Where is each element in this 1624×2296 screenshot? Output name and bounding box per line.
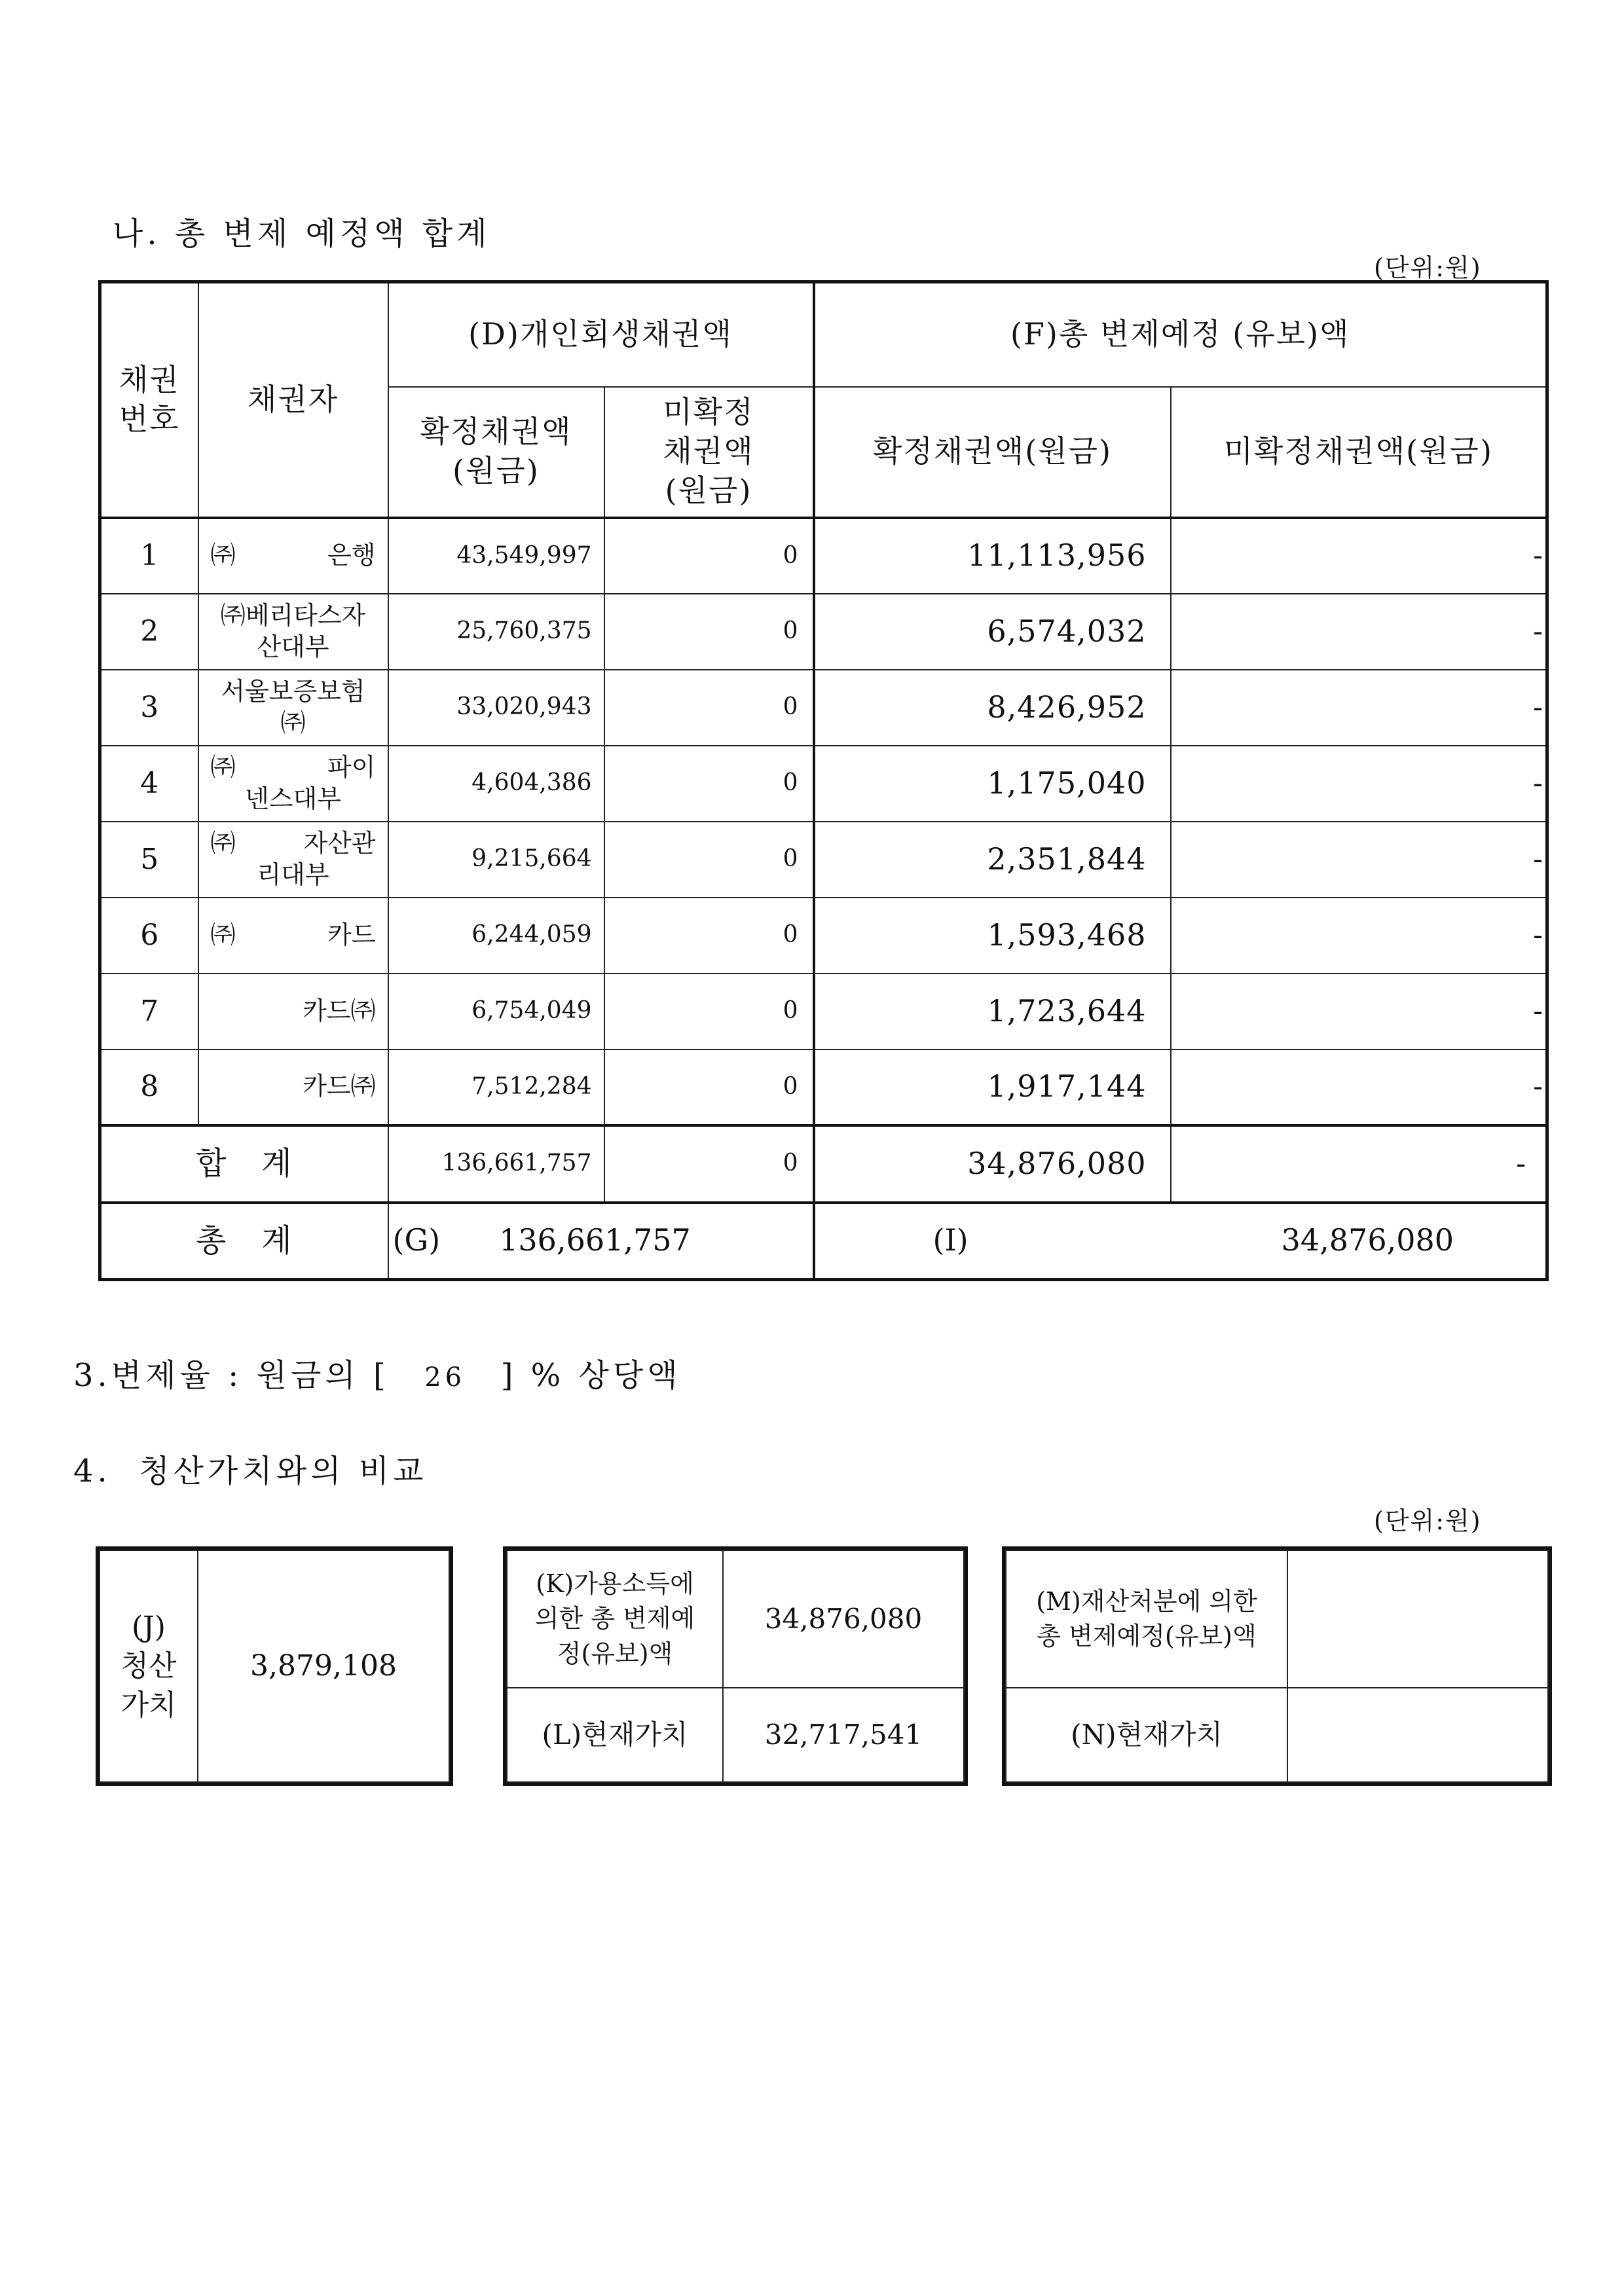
repayment-summary-table bbox=[98, 280, 1549, 1281]
f-unconfirmed-amount: - bbox=[1171, 594, 1547, 670]
d-unconfirmed-amount: 0 bbox=[604, 1049, 814, 1125]
table-row bbox=[100, 746, 1547, 822]
grand-total-i bbox=[814, 1203, 1547, 1280]
row-no: 4 bbox=[100, 746, 198, 822]
creditor-part: 리대부 bbox=[257, 860, 329, 889]
f-unconfirmed-amount: - bbox=[1171, 1049, 1547, 1125]
k-value: 34,876,080 bbox=[723, 1550, 964, 1688]
d-confirmed-amount: 6,754,049 bbox=[388, 974, 604, 1049]
liquidation-comparison-title: 4. 청산가치와의 비교 bbox=[73, 1453, 428, 1489]
subtotal-d-confirmed: 136,661,757 bbox=[388, 1125, 604, 1203]
l-label: (L)현재가치 bbox=[507, 1688, 723, 1782]
subtotal-label: 합 계 bbox=[100, 1125, 388, 1203]
row-no: 3 bbox=[100, 670, 198, 746]
d-unconfirmed-amount: 0 bbox=[604, 974, 814, 1049]
d-confirmed-amount: 33,020,943 bbox=[388, 670, 604, 746]
header-no: 채권 번호 bbox=[100, 282, 198, 518]
subtotal-d-unconfirmed: 0 bbox=[604, 1125, 814, 1203]
rate-suffix: ] % 상당액 bbox=[500, 1357, 682, 1394]
d-confirmed-amount: 4,604,386 bbox=[388, 746, 604, 822]
creditor-name bbox=[198, 518, 388, 594]
n-value bbox=[1287, 1688, 1548, 1782]
header-f-confirmed: 확정채권액(원금) bbox=[814, 387, 1171, 518]
available-income-box bbox=[503, 1546, 968, 1786]
row-no: 6 bbox=[100, 898, 198, 974]
creditor-name bbox=[198, 974, 388, 1049]
subtotal-f-unconfirmed: - bbox=[1171, 1125, 1547, 1203]
creditor-part: 카드㈜ bbox=[303, 996, 376, 1025]
creditor-name bbox=[198, 670, 388, 746]
table-row bbox=[100, 1049, 1547, 1125]
d-confirmed-amount: 6,244,059 bbox=[388, 898, 604, 974]
creditor-part: ㈜ bbox=[210, 753, 236, 782]
row-no: 1 bbox=[100, 518, 198, 594]
grand-total-row bbox=[100, 1203, 1547, 1280]
table-row bbox=[100, 670, 1547, 746]
f-confirmed-amount: 1,917,144 bbox=[814, 1049, 1171, 1125]
d-confirmed-amount: 9,215,664 bbox=[388, 822, 604, 898]
i-value: 34,876,080 bbox=[1281, 1222, 1454, 1258]
header-d-unconfirmed: 미확정 채권액 (원금) bbox=[604, 387, 814, 518]
d-unconfirmed-amount: 0 bbox=[604, 746, 814, 822]
d-confirmed-amount: 7,512,284 bbox=[388, 1049, 604, 1125]
header-creditor: 채권자 bbox=[198, 282, 388, 518]
l-value: 32,717,541 bbox=[723, 1688, 964, 1782]
f-unconfirmed-amount: - bbox=[1171, 822, 1547, 898]
subtotal-f-confirmed: 34,876,080 bbox=[814, 1125, 1171, 1203]
f-confirmed-amount: 1,593,468 bbox=[814, 898, 1171, 974]
table-row bbox=[100, 518, 1547, 594]
header-d-group: (D)개인회생채권액 bbox=[388, 282, 814, 387]
f-confirmed-amount: 6,574,032 bbox=[814, 594, 1171, 670]
g-label: (G) bbox=[392, 1222, 441, 1258]
d-unconfirmed-amount: 0 bbox=[604, 898, 814, 974]
f-confirmed-amount: 1,723,644 bbox=[814, 974, 1171, 1049]
rate-value: 26 bbox=[424, 1362, 466, 1393]
grand-total-label: 총 계 bbox=[100, 1203, 388, 1280]
row-no: 8 bbox=[100, 1049, 198, 1125]
f-confirmed-amount: 11,113,956 bbox=[814, 518, 1171, 594]
d-unconfirmed-amount: 0 bbox=[604, 670, 814, 746]
header-f-unconfirmed: 미확정채권액(원금) bbox=[1171, 387, 1547, 518]
creditor-part: ㈜ bbox=[210, 541, 236, 570]
j-label: (J) 청산 가치 bbox=[100, 1550, 198, 1782]
n-label: (N)현재가치 bbox=[1006, 1688, 1287, 1782]
rate-prefix: 3.변제율 : 원금의 [ bbox=[73, 1357, 390, 1394]
creditor-name bbox=[198, 746, 388, 822]
d-unconfirmed-amount: 0 bbox=[604, 594, 814, 670]
table-row bbox=[100, 974, 1547, 1049]
grand-total-g bbox=[388, 1203, 814, 1280]
creditor-part: 카드 bbox=[327, 920, 376, 949]
f-unconfirmed-amount: - bbox=[1171, 898, 1547, 974]
table-row bbox=[100, 822, 1547, 898]
row-no: 2 bbox=[100, 594, 198, 670]
f-confirmed-amount: 1,175,040 bbox=[814, 746, 1171, 822]
f-unconfirmed-amount: - bbox=[1171, 518, 1547, 594]
g-value: 136,661,757 bbox=[499, 1222, 691, 1258]
creditor-part: 파이 bbox=[327, 753, 376, 782]
d-unconfirmed-amount: 0 bbox=[604, 518, 814, 594]
m-value bbox=[1287, 1550, 1548, 1688]
f-confirmed-amount: 8,426,952 bbox=[814, 670, 1171, 746]
creditor-part: ㈜ bbox=[210, 920, 236, 949]
header-f-group: (F)총 변제예정 (유보)액 bbox=[814, 282, 1547, 387]
creditor-part: 서울보증보험 bbox=[221, 677, 365, 706]
creditor-part: 카드㈜ bbox=[303, 1072, 376, 1101]
header-d-confirmed: 확정채권액 (원금) bbox=[388, 387, 604, 518]
creditor-part: 산대부 bbox=[257, 632, 329, 661]
f-unconfirmed-amount: - bbox=[1171, 670, 1547, 746]
subtotal-row bbox=[100, 1125, 1547, 1203]
d-confirmed-amount: 43,549,997 bbox=[388, 518, 604, 594]
m-label: (M)재산처분에 의한 총 변제예정(유보)액 bbox=[1006, 1550, 1287, 1688]
creditor-part: ㈜ bbox=[210, 829, 236, 858]
creditor-name bbox=[198, 594, 388, 670]
table-row bbox=[100, 594, 1547, 670]
asset-disposal-box bbox=[1002, 1546, 1552, 1786]
creditor-part: 은행 bbox=[327, 541, 376, 570]
unit-label: (단위:원) bbox=[1374, 253, 1482, 282]
f-confirmed-amount: 2,351,844 bbox=[814, 822, 1171, 898]
section-title: 나. 총 변제 예정액 합계 bbox=[113, 215, 491, 252]
d-confirmed-amount: 25,760,375 bbox=[388, 594, 604, 670]
j-value: 3,879,108 bbox=[198, 1550, 449, 1782]
row-no: 7 bbox=[100, 974, 198, 1049]
row-no: 5 bbox=[100, 822, 198, 898]
repayment-rate-line bbox=[73, 1350, 682, 1395]
unit-label-2: (단위:원) bbox=[1374, 1506, 1482, 1535]
d-unconfirmed-amount: 0 bbox=[604, 822, 814, 898]
liquidation-value-box bbox=[96, 1546, 453, 1786]
creditor-part: ㈜ bbox=[280, 708, 306, 737]
creditor-name bbox=[198, 898, 388, 974]
k-label: (K)가용소득에 의한 총 변제예 정(유보)액 bbox=[507, 1550, 723, 1688]
table-row bbox=[100, 898, 1547, 974]
f-unconfirmed-amount: - bbox=[1171, 746, 1547, 822]
creditor-name bbox=[198, 822, 388, 898]
creditor-part: 넨스대부 bbox=[245, 784, 341, 813]
f-unconfirmed-amount: - bbox=[1171, 974, 1547, 1049]
creditor-name bbox=[198, 1049, 388, 1125]
creditor-part: ㈜베리타스자 bbox=[220, 601, 366, 630]
creditor-part: 자산관 bbox=[303, 829, 376, 858]
i-label: (I) bbox=[932, 1222, 969, 1258]
